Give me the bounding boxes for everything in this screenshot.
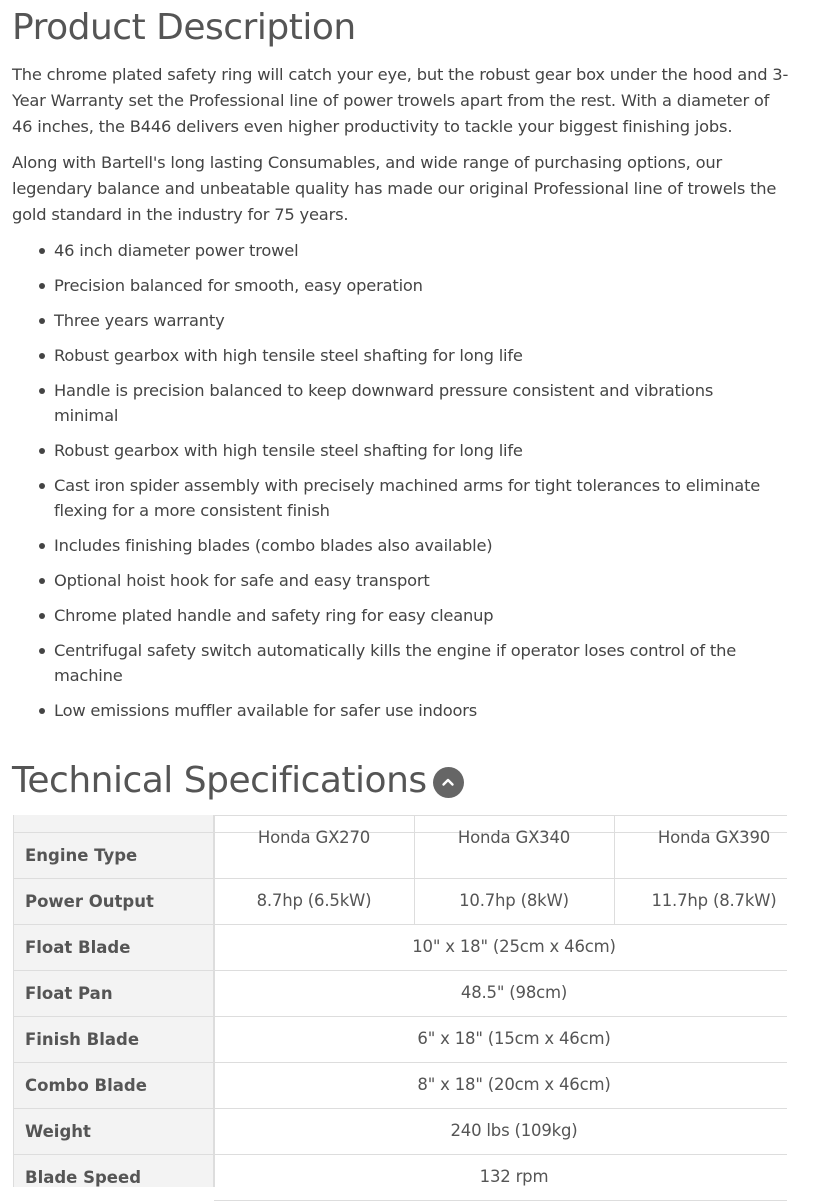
spec-label: Weight xyxy=(14,1108,214,1154)
chevron-up-icon xyxy=(441,775,455,789)
spec-value: 10" x 18" (25cm x 46cm) xyxy=(412,937,616,956)
description-paragraph: The chrome plated safety ring will catch your eye, but the robust gear box under the hood and 3-Year Warranty set the Professional line of power trowels apart from the rest. With a diameter of 46 inches, the B446 delivers even higher productivity to tackle your biggest finishing jobs. xyxy=(12,65,789,136)
collapse-toggle-button[interactable] xyxy=(433,767,464,798)
spec-value: 8.7hp (6.5kW) xyxy=(256,891,372,910)
spec-value: 132 rpm xyxy=(479,1167,549,1186)
spec-label: Combo Blade xyxy=(14,1062,214,1108)
feature-list-item: Low emissions muffler available for safer use indoors xyxy=(12,698,782,723)
spec-label: Float Blade xyxy=(14,924,214,970)
label-column xyxy=(13,815,215,1187)
spec-value: 8" x 18" (20cm x 46cm) xyxy=(417,1075,611,1094)
product-description-heading: Product Description xyxy=(12,7,356,48)
feature-list-item: Chrome plated handle and safety ring for easy cleanup xyxy=(12,603,782,628)
spec-value: 240 lbs (109kg) xyxy=(450,1121,578,1140)
table-column-divider xyxy=(414,878,415,924)
spec-label: Finish Blade xyxy=(14,1016,214,1062)
spec-value: 11.7hp (8.7kW) xyxy=(651,891,777,910)
feature-list xyxy=(12,238,782,733)
specifications-table xyxy=(13,815,787,1187)
feature-list-item: Cast iron spider assembly with precisely machined arms for tight tolerances to eliminate flexing for a more consistent finish xyxy=(12,473,782,523)
feature-list-item: Three years warranty xyxy=(12,308,782,333)
table-column-divider xyxy=(414,815,415,878)
feature-list-item: Includes finishing blades (combo blades also available) xyxy=(12,533,782,558)
feature-list-item: Handle is precision balanced to keep downward pressure consistent and vibrations minimal xyxy=(12,378,782,428)
description-paragraph: Along with Bartell's long lasting Consumables, and wide range of purchasing options, our legendary balance and unbeatable quality has made our original Professional line of trowels the gold standard in the industry for 75 years. xyxy=(12,153,777,224)
feature-list-item: Centrifugal safety switch automatically kills the engine if operator loses control of the machine xyxy=(12,638,782,688)
spec-label: Power Output xyxy=(14,878,214,924)
spec-label: Engine Type xyxy=(14,832,214,878)
feature-list-item: Optional hoist hook for safe and easy transport xyxy=(12,568,782,593)
spec-label: Float Pan xyxy=(14,970,214,1016)
table-column-divider xyxy=(614,815,615,878)
spec-value: 48.5" (98cm) xyxy=(460,983,568,1002)
technical-specifications-header xyxy=(12,758,464,804)
feature-list-item: Robust gearbox with high tensile steel shafting for long life xyxy=(12,438,782,463)
feature-list-item: Precision balanced for smooth, easy operation xyxy=(12,273,782,298)
spec-value: Honda GX340 xyxy=(457,828,571,847)
table-column-divider xyxy=(213,815,214,1187)
spec-label: Blade Speed xyxy=(14,1154,214,1200)
spec-value: Honda GX390 xyxy=(657,828,771,847)
spec-value: 6" x 18" (15cm x 46cm) xyxy=(417,1029,611,1048)
feature-list-item: 46 inch diameter power trowel xyxy=(12,238,782,263)
spec-value: 10.7hp (8kW) xyxy=(459,891,569,910)
feature-list-item: Robust gearbox with high tensile steel shafting for long life xyxy=(12,343,782,368)
technical-specifications-heading: Technical Specifications xyxy=(12,760,427,801)
table-column-divider xyxy=(614,878,615,924)
spec-value: Honda GX270 xyxy=(257,828,371,847)
